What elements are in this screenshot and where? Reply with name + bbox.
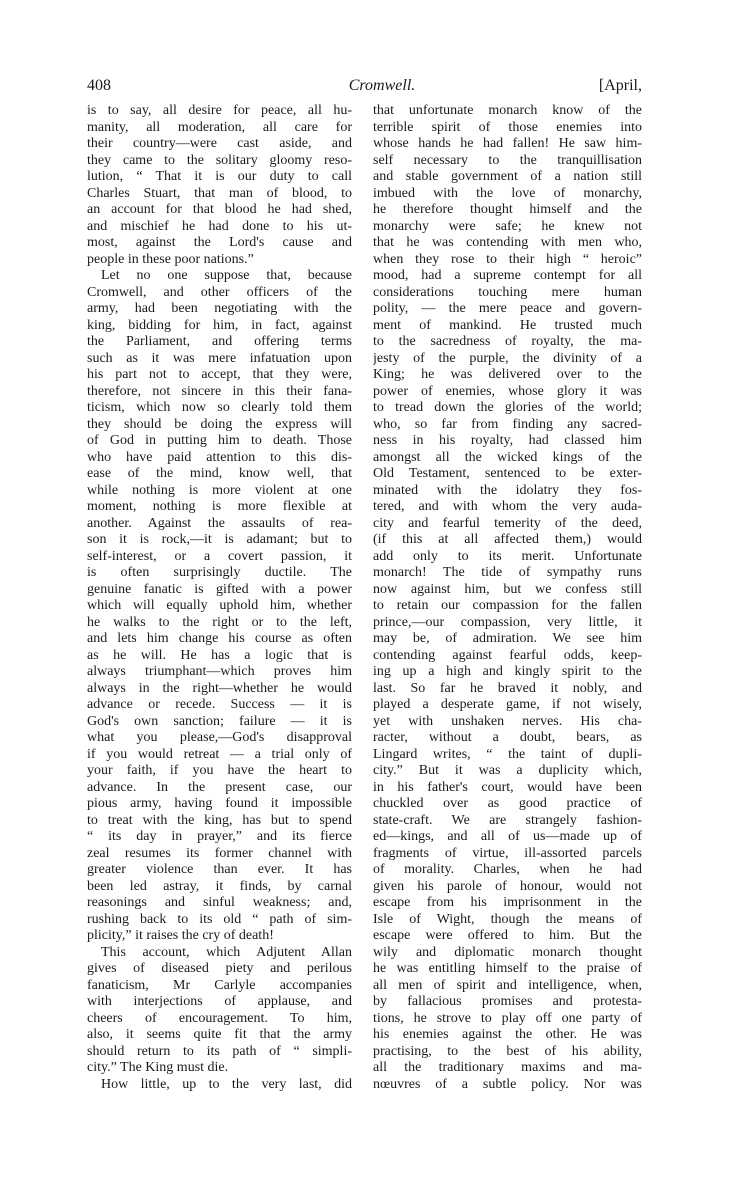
running-title: Cromwell.	[348, 77, 416, 94]
text-line: army, had been negotiating with the	[87, 301, 352, 316]
text-line: cheers of encouragement. To him,	[87, 1010, 352, 1026]
text-line: considerations touching mere human	[373, 284, 642, 300]
text-line: he therefore thought himself and the	[373, 202, 642, 217]
text-line: and mischief he had done to his ut-	[87, 218, 352, 234]
text-line: advance or recede. Success — it is	[87, 697, 352, 712]
text-line: add only to its merit. Unfortunate	[373, 548, 642, 564]
text-line: prince,—our compassion, very little, it	[373, 614, 642, 630]
text-line: wily and diplomatic monarch thought	[373, 944, 642, 960]
text-line: power of enemies, whose glory it was	[373, 383, 642, 399]
text-line: as he will. He has a logic that is	[87, 647, 352, 663]
text-line: escape were offered to him. But the	[373, 928, 642, 943]
text-line: another. Against the assaults of rea-	[87, 515, 352, 531]
text-line: contending against fearful odds, keep-	[373, 647, 642, 663]
text-line: always triumphant—which proves him	[87, 664, 352, 679]
text-line: ed—kings, and all of us—made up of	[373, 829, 642, 844]
text-line: God's own sanction; failure — it is	[87, 713, 352, 729]
text-line: city.” But it was a duplicity which,	[373, 763, 642, 778]
text-line: amongst all the wicked kings of the	[373, 449, 642, 465]
text-line: king, bidding for him, in fact, against	[87, 317, 352, 333]
text-line: he was entitling himself to the praise of	[373, 961, 642, 976]
text-line: and stable government of a nation still	[373, 169, 642, 184]
text-line: when they rose to their high “ heroic”	[373, 251, 642, 267]
text-line: pious army, having found it impossible	[87, 796, 352, 811]
text-line: therefore, not sincere in this their fana-	[87, 383, 352, 399]
text-line: most, against the Lord's cause and	[87, 235, 352, 250]
text-line: greater violence than ever. It has	[87, 862, 352, 877]
text-line: chuckled over as good practice of	[373, 796, 642, 811]
text-line: by fallacious promises and protesta-	[373, 994, 642, 1009]
text-line: an account for that blood he had shed,	[87, 202, 352, 217]
text-line: monarchy were safe; he knew not	[373, 218, 642, 234]
text-line: is to say, all desire for peace, all hu-	[87, 103, 352, 118]
text-line: zeal resumes its former channel with	[87, 845, 352, 861]
text-line: manity, all moderation, all care for	[87, 119, 352, 135]
text-line: city.” The King must die.	[87, 1060, 229, 1075]
text-line: in his father's court, would have been	[373, 779, 642, 795]
text-line: mood, had a supreme contempt for all	[373, 268, 642, 283]
text-line: his enemies against the other. He was	[373, 1027, 642, 1042]
text-line: rushing back to its old “ path of sim-	[87, 911, 352, 927]
text-line: given his parole of honour, would not	[373, 878, 642, 894]
text-line: is often surprisingly ductile. The	[87, 565, 352, 580]
text-line: may be, of admiration. We see him	[373, 631, 642, 646]
text-line: plicity,” it raises the cry of death!	[87, 928, 274, 943]
text-line: self necessary to the tranquillisation	[373, 152, 642, 168]
text-line: to retain our compassion for the fallen	[373, 598, 642, 613]
text-line: to treat with the king, has but to spend	[87, 812, 352, 828]
text-line: imbued with the love of monarchy,	[373, 185, 642, 201]
text-line: if you would retreat — a trial only of	[87, 746, 352, 762]
text-line: King; he was delivered over to the	[373, 367, 642, 382]
text-line: tions, he strove to play off one party of	[373, 1010, 642, 1026]
text-line: last. So far he braved it nobly, and	[373, 680, 642, 696]
text-line: gives of diseased piety and perilous	[87, 961, 352, 976]
text-line: ticism, which now so clearly told them	[87, 400, 352, 415]
text-line: which will equally uphold him, whether	[87, 598, 352, 613]
text-line: “ its day in prayer,” and its fierce	[87, 829, 352, 844]
text-line: should return to its path of “ simpli-	[87, 1043, 352, 1059]
text-line: always in the right—whether he would	[87, 680, 352, 696]
text-line: fragments of virtue, ill-assorted parcels	[373, 845, 642, 861]
text-line: Let no one suppose that, because	[101, 268, 352, 283]
text-line: terrible spirit of those enemies into	[373, 119, 642, 135]
text-line: that he was contending with men who,	[373, 235, 642, 250]
text-line: state-craft. We are strangely fashion-	[373, 812, 642, 828]
text-line: with interjections of applause, and	[87, 994, 352, 1009]
text-line: This account, which Adjutent Allan	[101, 944, 352, 960]
text-line: and lets him change his course as often	[87, 631, 352, 646]
text-line: ment of mankind. He trusted much	[373, 317, 642, 333]
text-line: fanaticism, Mr Carlyle accompanies	[87, 977, 352, 993]
text-line: tered, and with whom the very auda-	[373, 499, 642, 514]
text-line: ness in his royalty, had classed him	[373, 433, 642, 448]
text-line: monarch! The tide of sympathy runs	[373, 565, 642, 580]
text-line: been led astray, it finds, by carnal	[87, 878, 352, 894]
text-line: all the traditionary maxims and ma-	[373, 1060, 642, 1075]
text-line: nœuvres of a subtle policy. Nor was	[373, 1076, 642, 1092]
text-line: played a desperate game, if not wisely,	[373, 697, 642, 712]
text-line: that unfortunate monarch know of the	[373, 103, 642, 118]
text-line: moment, nothing is more flexible at	[87, 499, 352, 514]
text-line: to the sacredness of royalty, the ma-	[373, 334, 642, 349]
text-line: who, so far from finding any sacred-	[373, 416, 642, 432]
text-line: such as it was mere infatuation upon	[87, 350, 352, 366]
text-line: now against him, but we confess still	[373, 581, 642, 597]
text-line: yet with unshaken nerves. His cha-	[373, 713, 642, 729]
text-line: How little, up to the very last, did	[101, 1076, 352, 1092]
text-line: racter, without a doubt, bears, as	[373, 730, 642, 745]
text-line: advance. In the present case, our	[87, 779, 352, 795]
text-line: while nothing is more violent at one	[87, 482, 352, 498]
text-line: city and fearful temerity of the deed,	[373, 515, 642, 531]
text-line: who have paid attention to this dis-	[87, 449, 352, 465]
text-line: also, it seems quite fit that the army	[87, 1027, 352, 1042]
text-line: self-interest, or a covert passion, it	[87, 548, 352, 564]
text-line: reasonings and sinful weakness; and,	[87, 895, 352, 910]
text-line: ease of the mind, know well, that	[87, 466, 352, 481]
text-line: of God in putting him to death. Those	[87, 433, 352, 448]
text-line: ing up a high and kingly spirit to the	[373, 664, 642, 679]
page-number: 408	[87, 77, 111, 94]
text-line: Lingard writes, “ the taint of dupli-	[373, 746, 642, 762]
page-header	[87, 77, 642, 97]
text-line: polity, — the mere peace and govern-	[373, 301, 642, 316]
running-month: [April,	[598, 77, 642, 94]
text-line: they should be doing the express will	[87, 416, 352, 432]
text-line: escape from his imprisonment in the	[373, 895, 642, 910]
text-line: your faith, if you have the heart to	[87, 763, 352, 778]
text-line: the Parliament, and offering terms	[87, 334, 352, 349]
text-line: what you please,—God's disapproval	[87, 730, 352, 745]
text-line: minated with the idolatry they fos-	[373, 482, 642, 498]
right-text-column	[373, 103, 642, 1093]
text-line: his part not to accept, that they were,	[87, 367, 352, 382]
text-line: Cromwell, and other officers of the	[87, 284, 352, 300]
text-line: Charles Stuart, that man of blood, to	[87, 185, 352, 201]
text-line: to tread down the glories of the world;	[373, 400, 642, 415]
text-line: Isle of Wight, though the means of	[373, 911, 642, 927]
text-line: all men of spirit and intelligence, when,	[373, 977, 642, 993]
left-text-column	[87, 103, 352, 1093]
text-line: son it is rock,—it is adamant; but to	[87, 532, 352, 547]
text-line: Old Testament, sentenced to be exter-	[373, 466, 642, 481]
text-line: whose hands he had fallen! He saw him-	[373, 136, 642, 151]
text-line: they came to the solitary gloomy reso-	[87, 152, 352, 168]
text-line: (if this at all affected them,) would	[373, 532, 642, 547]
text-line: practising, to the best of his ability,	[373, 1043, 642, 1059]
text-line: jesty of the purple, the divinity of a	[373, 350, 642, 366]
text-line: their country—were cast aside, and	[87, 136, 352, 151]
text-line: people in these poor nations.”	[87, 251, 254, 267]
text-line: lution, “ That it is our duty to call	[87, 169, 352, 184]
text-line: genuine fanatic is gifted with a power	[87, 581, 352, 597]
text-line: he walks to the right or to the left,	[87, 614, 352, 630]
text-line: of morality. Charles, when he had	[373, 862, 642, 877]
